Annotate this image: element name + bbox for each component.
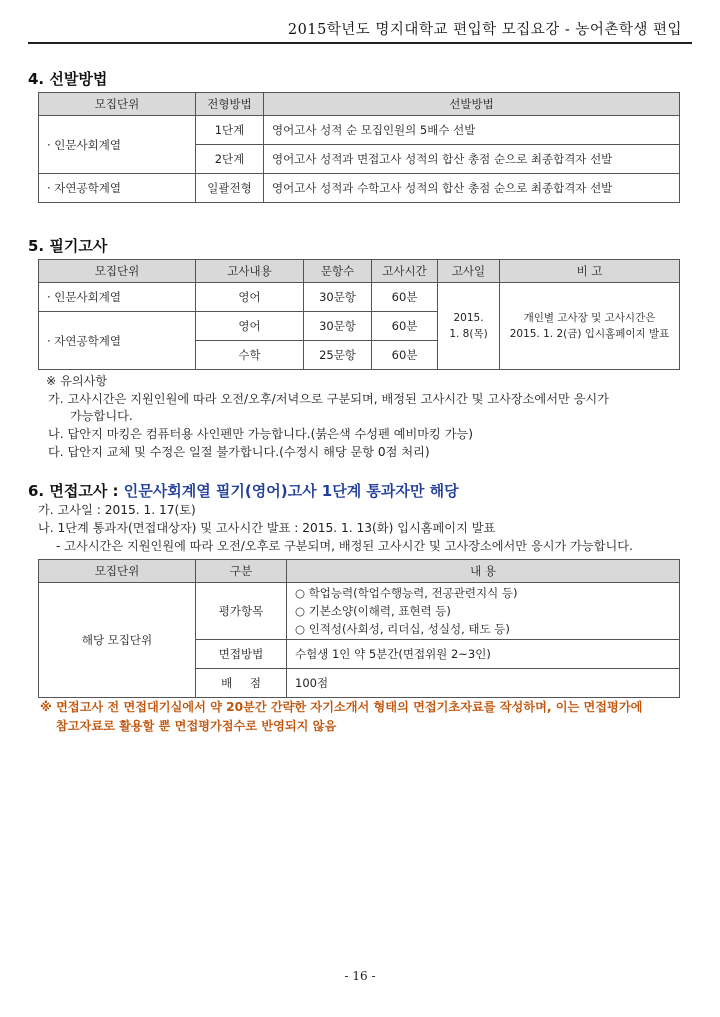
- question-count: 30문항: [304, 312, 372, 341]
- header-divider: [28, 42, 692, 44]
- col-header-date: 고사일: [438, 260, 500, 283]
- interview-method: 수험생 1인 약 5분간(면접위원 2~3인): [287, 640, 680, 669]
- note-ga-cont: 가능합니다.: [70, 409, 133, 423]
- eval-item: ○ 학업능력(학업수행능력, 전공관련지식 등): [295, 586, 518, 600]
- col-header-unit: 모집단위: [39, 560, 196, 583]
- note-ga: 가. 고사시간은 지원인원에 따라 오전/오후/저녁으로 구분되며, 배정된 고사시간 및 고사장소에서만 응시가: [48, 392, 609, 406]
- unit-humanities: · 인문사회계열: [39, 116, 196, 174]
- subject-english: 영어: [196, 283, 304, 312]
- remark-line2: 2015. 1. 2(금) 입시홈페이지 발표: [509, 328, 670, 340]
- exam-duration: 60분: [372, 283, 438, 312]
- detail-stage1: 영어고사 성적 순 모집인원의 5배수 선발: [264, 116, 680, 145]
- eval-items-label: 평가항목: [196, 583, 287, 640]
- interview-footnote-line1: ※ 면접고사 전 면접대기실에서 약 20분간 간략한 자기소개서 형태의 면접기초자료를 작성하며, 이는 면접평가에: [40, 700, 643, 714]
- note-da: 다. 답안지 교체 및 수정은 일절 불가합니다.(수정시 해당 문항 0점 처리): [48, 445, 430, 459]
- section6-heading-prefix: 6. 면접고사 :: [28, 482, 124, 500]
- detail-stage2: 영어고사 성적과 면접고사 성적의 합산 총점 순으로 최종합격자 선발: [264, 145, 680, 174]
- section4-heading: 4. 선발방법: [28, 70, 108, 88]
- method-stage2: 2단계: [196, 145, 264, 174]
- eval-item: ○ 기본소양(이해력, 표현력 등): [295, 604, 451, 618]
- subject-english: 영어: [196, 312, 304, 341]
- score-value: 100점: [287, 669, 680, 698]
- eval-items: [287, 583, 680, 640]
- subject-math: 수학: [196, 341, 304, 370]
- interview-date: 가. 고사일 : 2015. 1. 17(토): [38, 503, 196, 517]
- eval-item: ○ 인적성(사회성, 리더십, 성실성, 태도 등): [295, 622, 510, 636]
- interview-unit: 해당 모집단위: [39, 583, 196, 698]
- method-single: 일괄전형: [196, 174, 264, 203]
- col-header-unit: 모집단위: [39, 260, 196, 283]
- document-header-title: 2015학년도 명지대학교 편입학 모집요강 - 농어촌학생 편입: [287, 22, 682, 38]
- question-count: 25문항: [304, 341, 372, 370]
- page-number: - 16 -: [344, 969, 376, 983]
- question-count: 30문항: [304, 283, 372, 312]
- exam-duration: 60분: [372, 341, 438, 370]
- col-header-time: 고사시간: [372, 260, 438, 283]
- col-header-subject: 고사내용: [196, 260, 304, 283]
- unit-science: · 자연공학계열: [39, 312, 196, 370]
- interview-table: [38, 559, 680, 698]
- method-stage1: 1단계: [196, 116, 264, 145]
- written-exam-table: [38, 259, 680, 370]
- col-header-remark: 비 고: [500, 260, 680, 283]
- col-header-selection: 선발방법: [264, 93, 680, 116]
- interview-footnote-line2: 참고자료로 활용할 뿐 면접평가점수로 반영되지 않음: [56, 719, 337, 733]
- interview-method-label: 면접방법: [196, 640, 287, 669]
- exam-date-line2: 1. 8(목): [449, 328, 488, 340]
- remark-line1: 개인별 고사장 및 고사시간은: [523, 312, 656, 324]
- col-header-unit: 모집단위: [39, 93, 196, 116]
- section6-heading: [28, 480, 459, 501]
- interview-announcement: 나. 1단계 통과자(면접대상자) 및 고사시간 발표 : 2015. 1. 13(화) 입시홈페이지 발표: [38, 521, 496, 535]
- detail-single: 영어고사 성적과 수학고사 성적의 합산 총점 순으로 최종합격자 선발: [264, 174, 680, 203]
- note-na: 나. 답안지 마킹은 컴퓨터용 사인펜만 가능합니다.(붉은색 수성펜 예비마킹 가능): [48, 427, 473, 441]
- exam-date: [438, 283, 500, 370]
- selection-method-table: [38, 92, 680, 203]
- col-header-count: 문항수: [304, 260, 372, 283]
- col-header-category: 구분: [196, 560, 287, 583]
- unit-humanities: · 인문사회계열: [39, 283, 196, 312]
- score-label: 배 점: [196, 669, 287, 698]
- exam-remark: [500, 283, 680, 370]
- section6-heading-accent: 인문사회계열 필기(영어)고사 1단계 통과자만 해당: [123, 482, 459, 500]
- exam-duration: 60분: [372, 312, 438, 341]
- col-header-content: 내 용: [287, 560, 680, 583]
- unit-science: · 자연공학계열: [39, 174, 196, 203]
- notes-title: ※ 유의사항: [46, 374, 108, 388]
- col-header-method: 전형방법: [196, 93, 264, 116]
- exam-date-line1: 2015.: [453, 312, 484, 324]
- section5-heading: 5. 필기고사: [28, 237, 108, 255]
- interview-time-note: - 고사시간은 지원인원에 따라 오전/오후로 구분되며, 배정된 고사시간 및 고사장소에서만 응시가 가능합니다.: [56, 539, 633, 553]
